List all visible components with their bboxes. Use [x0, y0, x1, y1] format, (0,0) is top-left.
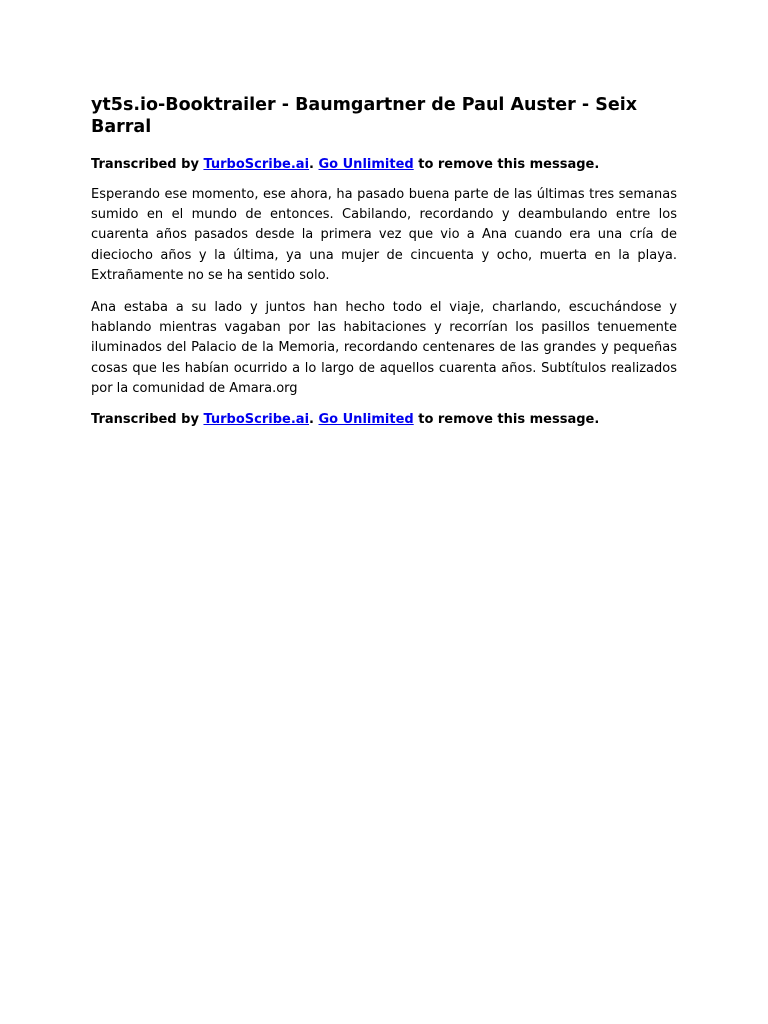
- turboscribe-link[interactable]: TurboScribe.ai: [203, 412, 310, 428]
- transcription-banner-bottom: [91, 411, 677, 429]
- banner-separator: .: [309, 412, 319, 428]
- document-title: yt5s.io-Booktrailer - Baumgartner de Paul Auster - Seix Barral: [91, 95, 637, 137]
- banner-suffix: to remove this message.: [413, 412, 600, 428]
- go-unlimited-link[interactable]: Go Unlimited: [318, 412, 414, 428]
- transcript-paragraph-2: Ana estaba a su lado y juntos han hecho todo el viaje, charlando, escuchándose y hablando mientras vagaban por las habitaciones y recorrían los pasillos tenuemente iluminados del Palacio de la Memoria, recordando centenares de las grandes y pequeñas cosas que les habían ocurrido a lo largo de aquellos cuarenta años. Subtítulos realizados por la comunidad de Amara.org: [91, 300, 677, 396]
- banner-suffix: to remove this message.: [413, 157, 600, 172]
- document-page: [91, 94, 677, 429]
- transcript-paragraph-1: Esperando ese momento, ese ahora, ha pasado buena parte de las últimas tres semanas sumido en el mundo de entonces. Cabilando, recordando y deambulando entre los cuarenta años pasados desde la primera vez que vio a Ana cuando era una cría de dieciocho años y la última, ya una mujer de cincuenta y ocho, muerta en la playa. Extrañamente no se ha sentido solo.: [91, 187, 677, 283]
- transcription-banner-top: [91, 156, 677, 174]
- go-unlimited-link[interactable]: Go Unlimited: [318, 157, 414, 172]
- turboscribe-link[interactable]: TurboScribe.ai: [203, 157, 310, 172]
- banner-prefix: Transcribed by: [91, 157, 204, 172]
- banner-prefix: Transcribed by: [91, 412, 204, 428]
- banner-separator: .: [309, 157, 319, 172]
